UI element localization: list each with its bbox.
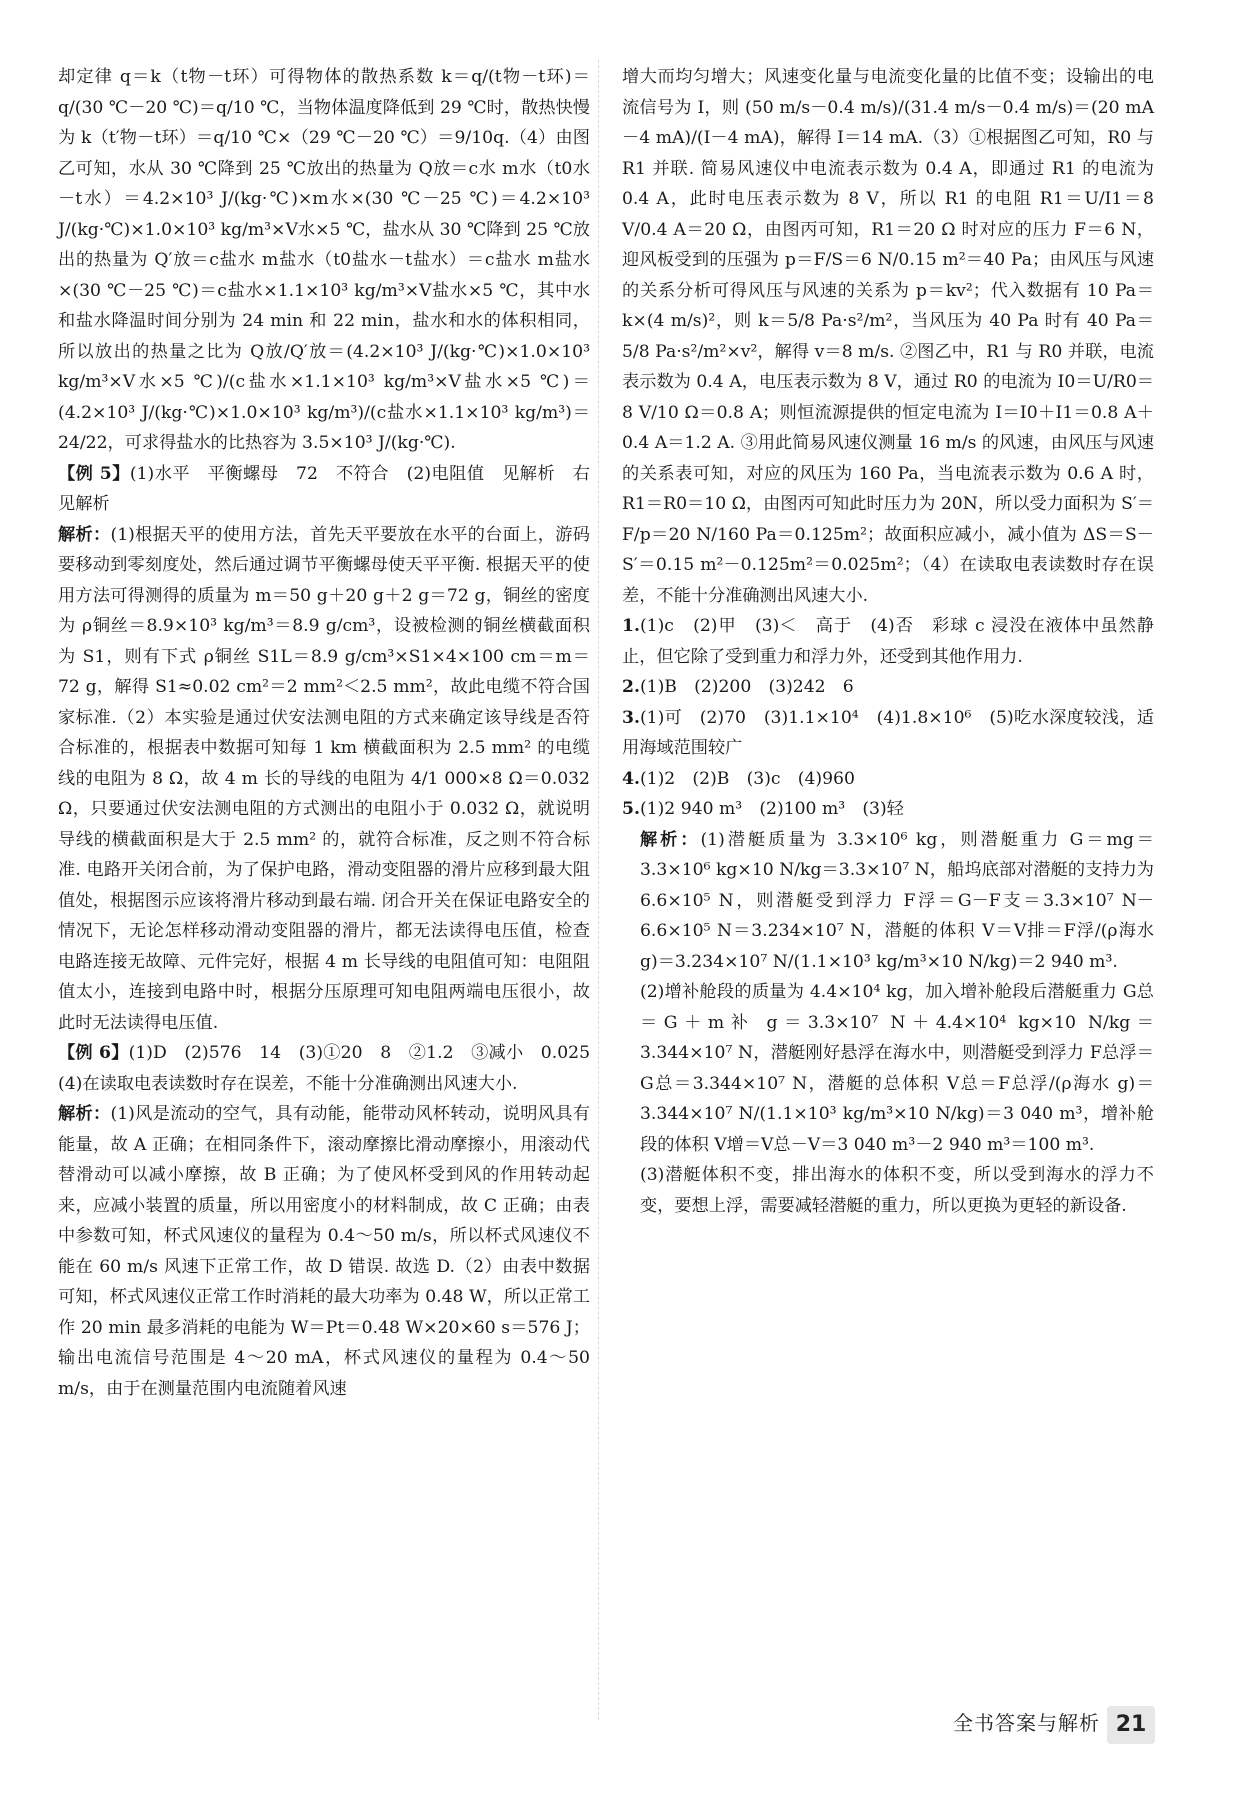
question-number: 3. xyxy=(622,707,640,728)
example-6-answer xyxy=(58,1038,608,1099)
paragraph-text: 却定律 q＝k（t物－t环）可得物体的散热系数 k＝q/(t物－t环)＝q/(30 ℃－20 ℃)＝q/10 ℃，当物体温度降低到 29 ℃时，散热快慢为 k（t′物－t环）＝q/10 ℃×（29 ℃－20 ℃）＝9/10q.（4）由图乙可知，水从 30 ℃降到 25 ℃放出的热量为 Q放＝c水 m水（t0水－t水）＝4.2×10³ J/(kg·℃)×m水×(30 ℃－25 ℃)＝4.2×10³ J/(kg·℃)×1.0×10³ kg/m³×V水×5 ℃，盐水从 30 ℃降到 25 ℃放出的热量为 Q′放＝c盐水 m盐水（t0盐水－t盐水）＝c盐水 m盐水×(30 ℃－25 ℃)＝c盐水×1.1×10³ kg/m³×V盐水×5 ℃，其中水和盐水降温时间分别为 24 min 和 22 min，盐水和水的体积相同，所以放出的热量之比为 Q放/Q′放＝(4.2×10³ J/(kg·℃)×1.0×10³ kg/m³×V水×5 ℃)/(c盐水×1.1×10³ kg/m³×V盐水×5 ℃)＝(4.2×10³ J/(kg·℃)×1.0×10³ kg/m³)/(c盐水×1.1×10³ kg/m³)＝24/22，可求得盐水的比热容为 3.5×10³ J/(kg·℃). xyxy=(58,67,590,453)
question-number: 2. xyxy=(622,677,640,697)
question-5-analysis-part-2: (2)增补舱段的质量为 4.4×10⁴ kg，加入增补舱段后潜艇重力 G总＝G＋m补 g＝3.3×10⁷ N＋4.4×10⁴ kg×10 N/kg＝3.344×10⁷ N，潜艇刚好悬浮在海水中，则潜艇受到浮力 F总浮＝G总＝3.344×10⁷ N，潜艇的总体积 V总＝F总浮/(ρ海水 g)＝3.344×10⁷ N/(1.1×10³ kg/m³×10 N/kg)＝3 040 m³，增补舱段的体积 V增＝V总－V＝3 040 m³－2 940 m³＝100 m³. xyxy=(640,982,1154,1155)
answer-text: (1)2 (2)B (3)c (4)960 xyxy=(639,768,855,789)
right-column xyxy=(622,62,1154,1221)
question-number: 5. xyxy=(622,799,640,819)
footer-label: 全书答案与解析 xyxy=(953,1711,1100,1735)
analysis-tag: 解析： xyxy=(640,829,701,850)
question-number: 4. xyxy=(622,768,640,789)
question-2-answer xyxy=(622,672,1154,703)
analysis-tag: 解析： xyxy=(58,524,111,545)
left-column xyxy=(58,62,608,1404)
page-number: 21 xyxy=(1107,1706,1155,1744)
analysis-text: (1)根据天平的使用方法，首先天平要放在水平的台面上，游码要移动到零刻度处，然后通过调节平衡螺母使天平平衡. 根据天平的使用方法可得测得的质量为 m＝50 g＋20 g＋2 g＝72 g，铜丝的密度为 ρ铜丝＝8.9×10³ kg/m³＝8.9 g/cm³，设被检测的铜丝横截面积为 S1，则有下式 ρ铜丝 S1L＝8.9 g/cm³×S1×4×100 cm＝m＝72 g，解得 S1≈0.02 cm²＝2 mm²＜2.5 mm²，故此电缆不符合国家标准.（2）本实验是通过伏安法测电阻的方式来确定该导线是否符合标准的，根据表中数据可知每 1 km 横截面积为 2.5 mm² 的电缆线的电阻为 8 Ω，故 4 m 长的导线的电阻为 4/1 000×8 Ω＝0.032 Ω，只要通过伏安法测电阻的方式测出的电阻小于 0.032 Ω，就说明导线的横截面积是大于 2.5 mm² 的，就符合标准，反之则不符合标准. 电路开关闭合前，为了保护电路，滑动变阻器的滑片应移到最大阻值处，根据图示应该将滑片移动到最右端. 闭合开关在保证电路安全的情况下，无论怎样移动滑动变阻器的滑片，都无法读得电压值，检查电路连接无故障、元件完好，根据 4 m 长导线的电阻值可知：电阻阻值太小，连接到电路中时，根据分压原理可知电阻两端电压很小，故此时无法读得电压值. xyxy=(58,524,590,1033)
example-5-answer xyxy=(58,459,608,520)
question-5-analysis xyxy=(622,825,1154,978)
question-3-answer xyxy=(622,703,1154,764)
column-divider xyxy=(598,60,599,1720)
answer-text: (1)2 940 m³ (2)100 m³ (3)轻 xyxy=(639,799,904,819)
analysis-text: (1)风是流动的空气，具有动能，能带动风杯转动，说明风具有能量，故 A 正确；在相同条件下，滚动摩擦比滑动摩擦小，用滚动代替滑动可以减小摩擦，故 B 正确；为了使风杯受到风的作用转动起来，应减小装置的质量，所以用密度小的材料制成，故 C 正确；由表中参数可知，杯式风速仪的量程为 0.4～50 m/s，所以杯式风速仪不能在 60 m/s 风速下正常工作，故 D 错误. 故选 D.（2）由表中数据可知，杯式风速仪正常工作时消耗的最大功率为 0.48 W，所以正常工作 20 min 最多消耗的电能为 W＝Pt＝0.48 W×20×60 s＝576 J；输出电流信号范围是 4～20 mA，杯式风速仪的量程为 0.4～50 m/s，由于在测量范围内电流随着风速 xyxy=(58,1104,590,1399)
question-5-answer xyxy=(622,794,1154,825)
analysis-text: (1)潜艇质量为 3.3×10⁶ kg，则潜艇重力 G＝mg＝3.3×10⁶ kg×10 N/kg＝3.3×10⁷ N，船坞底部对潜艇的支持力为 6.6×10⁵ N，则潜艇受到浮力 F浮＝G－F支＝3.3×10⁷ N－6.6×10⁵ N＝3.234×10⁷ N，潜艇的体积 V＝V排＝F浮/(ρ海水 g)＝3.234×10⁷ N/(1.1×10³ kg/m³×10 N/kg)＝2 940 m³. xyxy=(640,829,1154,972)
answer-text: (1)水平 平衡螺母 72 不符合 (2)电阻值 见解析 右 见解析 xyxy=(58,463,608,514)
example-tag: 【例 6】 xyxy=(58,1043,129,1063)
question-4-answer xyxy=(622,764,1154,795)
question-5-analysis-part-3: (3)潜艇体积不变，排出海水的体积不变，所以受到海水的浮力不变，要想上浮，需要减轻潜艇的重力，所以更换为更轻的新设备. xyxy=(640,1165,1154,1216)
question-1-answer xyxy=(622,611,1154,672)
answer-text: (1)D (2)576 14 (3)①20 8 ②1.2 ③减小 0.025 (4)在读取电表读数时存在误差，不能十分准确测出风速大小. xyxy=(58,1043,608,1094)
example-5-analysis xyxy=(58,520,590,1039)
paragraph-text: 增大而均匀增大；风速变化量与电流变化量的比值不变；设输出的电流信号为 I，则 (50 m/s－0.4 m/s)/(31.4 m/s－0.4 m/s)＝(20 mA－4 mA)/(I－4 mA)，解得 I＝14 mA.（3）①根据图乙可知，R0 与 R1 并联. 简易风速仪中电流表示数为 0.4 A，即通过 R1 的电流为 0.4 A，此时电压表示数为 8 V，所以 R1 的电阻 R1＝U/I1＝8 V/0.4 A＝20 Ω，由图丙可知，R1＝20 Ω 时对应的压力 F＝6 N，迎风板受到的压强为 p＝F/S＝6 N/0.15 m²＝40 Pa；由风压与风速的关系分析可得风压与风速的关系为 p＝kv²；代入数据有 10 Pa＝k×(4 m/s)²，则 k＝5/8 Pa·s²/m²，当风压为 40 Pa 时有 40 Pa＝5/8 Pa·s²/m²×v²，解得 v＝8 m/s. ②图乙中，R1 与 R0 并联，电流表示数为 0.4 A，电压表示数为 8 V，通过 R0 的电流为 I0＝U/R0＝8 V/10 Ω＝0.8 A；则恒流源提供的恒定电流为 I＝I0＋I1＝0.8 A＋0.4 A＝1.2 A. ③用此简易风速仪测量 16 m/s 的风速，由风压与风速的关系表可知，对应的风压为 160 Pa，当电流表示数为 0.6 A 时，R1＝R0＝10 Ω，由图丙可知此时压力为 20N，所以受力面积为 S′＝F/p＝20 N/160 Pa＝0.125m²；故面积应减小，减小值为 ΔS＝S－S′＝0.15 m²－0.125m²＝0.025m²；（4）在读取电表读数时存在误差，不能十分准确测出风速大小. xyxy=(622,67,1154,606)
answer-text: (1)可 (2)70 (3)1.1×10⁴ (4)1.8×10⁶ (5)吃水深度较浅，适用海域范围较广 xyxy=(622,707,1154,758)
answer-text: (1)B (2)200 (3)242 6 xyxy=(639,677,854,697)
answer-text: (1)c (2)甲 (3)＜ 高于 (4)否 彩球 c 浸没在液体中虽然静止，但它除了受到重力和浮力外，还受到其他作用力. xyxy=(622,616,1154,667)
example-tag: 【例 5】 xyxy=(58,463,130,484)
example-6-analysis xyxy=(58,1099,590,1404)
question-number: 1. xyxy=(622,616,640,636)
analysis-tag: 解析： xyxy=(58,1104,111,1124)
